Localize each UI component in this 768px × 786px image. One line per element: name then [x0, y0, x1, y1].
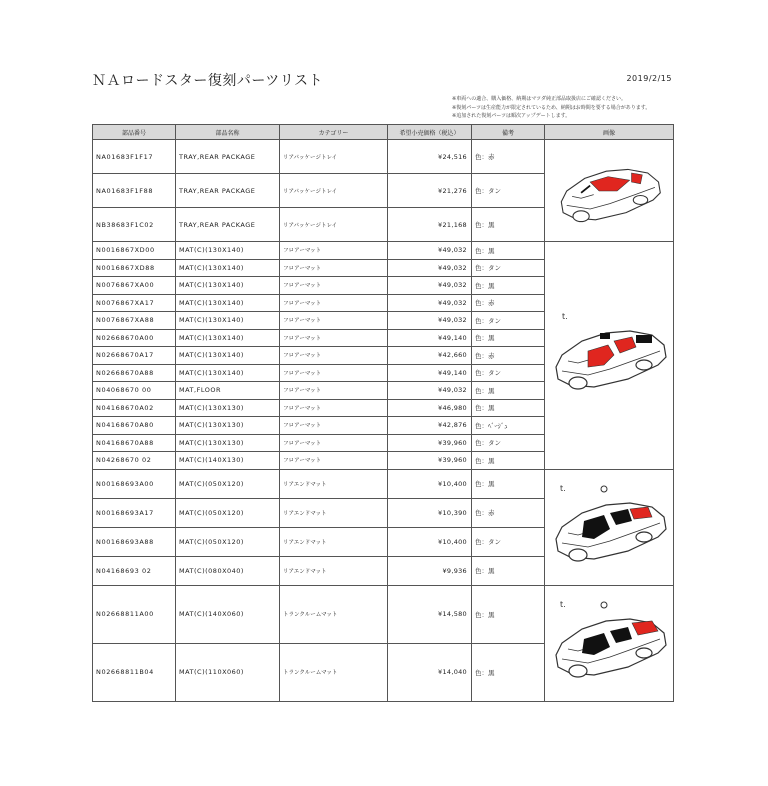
notes-block	[452, 95, 650, 121]
category-cell: リアパッケージトレイ	[280, 208, 388, 242]
note-cell: 色：タン	[472, 312, 545, 330]
image-cell	[545, 585, 674, 701]
part-number-cell: N00168693A00	[93, 469, 176, 498]
category-cell: フロアーマット	[280, 452, 388, 470]
part-number-cell: N02668670A17	[93, 347, 176, 365]
part-number-cell: N02668670A00	[93, 329, 176, 347]
price-cell: ¥49,032	[388, 259, 472, 277]
part-name-cell: MAT(C)(050X120)	[176, 498, 280, 527]
note-cell: 色：赤	[472, 140, 545, 174]
note-cell: 色：ﾍﾞｰｼﾞｭ	[472, 417, 545, 435]
part-number-cell: N00168693A88	[93, 527, 176, 556]
note-cell: 色：黒	[472, 643, 545, 701]
part-name-cell: MAT(C)(130X140)	[176, 364, 280, 382]
category-cell: フロアーマット	[280, 382, 388, 400]
note-cell: 色：黒	[472, 242, 545, 260]
note-cell: 色：黒	[472, 329, 545, 347]
part-name-cell: MAT(C)(140X130)	[176, 452, 280, 470]
category-cell: フロアーマット	[280, 434, 388, 452]
price-cell: ¥49,032	[388, 294, 472, 312]
price-cell: ¥9,936	[388, 556, 472, 585]
parts-table	[92, 124, 674, 702]
part-number-cell: N00168693A17	[93, 498, 176, 527]
header-name: 部品名称	[176, 125, 280, 140]
category-cell: リアエンドマット	[280, 498, 388, 527]
price-cell: ¥10,400	[388, 469, 472, 498]
part-number-cell: N04168670A02	[93, 399, 176, 417]
table-header-row	[93, 125, 674, 140]
price-cell: ¥10,400	[388, 527, 472, 556]
note-cell: 色：タン	[472, 174, 545, 208]
price-cell: ¥49,140	[388, 329, 472, 347]
price-cell: ¥21,168	[388, 208, 472, 242]
category-cell: リアエンドマット	[280, 556, 388, 585]
category-cell: トランクルームマット	[280, 585, 388, 643]
part-name-cell: MAT(C)(130X140)	[176, 329, 280, 347]
part-name-cell: MAT(C)(130X140)	[176, 277, 280, 295]
price-cell: ¥42,660	[388, 347, 472, 365]
note-cell: 色：タン	[472, 364, 545, 382]
note-cell: 色：タン	[472, 434, 545, 452]
price-cell: ¥39,960	[388, 434, 472, 452]
note-cell: 色：赤	[472, 347, 545, 365]
svg-text:t.: t.	[560, 484, 566, 493]
image-cell	[545, 140, 674, 242]
part-number-cell: N04168670A80	[93, 417, 176, 435]
part-name-cell: MAT(C)(050X120)	[176, 527, 280, 556]
document-date: 2019/2/15	[626, 74, 672, 83]
part-number-cell: N04268670 02	[93, 452, 176, 470]
part-name-cell: TRAY,REAR PACKAGE	[176, 208, 280, 242]
part-name-cell: MAT(C)(130X140)	[176, 347, 280, 365]
image-cell	[545, 242, 674, 470]
note-cell: 色：黒	[472, 556, 545, 585]
category-cell: フロアーマット	[280, 259, 388, 277]
category-cell: リアエンドマット	[280, 527, 388, 556]
price-cell: ¥49,032	[388, 312, 472, 330]
category-cell: リアパッケージトレイ	[280, 140, 388, 174]
part-number-cell: N0076867XA00	[93, 277, 176, 295]
price-cell: ¥49,032	[388, 382, 472, 400]
part-number-cell: N0076867XA88	[93, 312, 176, 330]
category-cell: フロアーマット	[280, 329, 388, 347]
note-cell: 色：黒	[472, 469, 545, 498]
part-name-cell: MAT(C)(050X120)	[176, 469, 280, 498]
price-cell: ¥49,032	[388, 242, 472, 260]
table-body	[93, 140, 674, 702]
header-code: 部品番号	[93, 125, 176, 140]
part-name-cell: MAT(C)(080X040)	[176, 556, 280, 585]
car-trunk-mat-red-icon	[548, 593, 670, 693]
note-cell: 色：黒	[472, 382, 545, 400]
header-price: 希望小売価格（税込）	[388, 125, 472, 140]
category-cell: トランクルームマット	[280, 643, 388, 701]
part-number-cell: N04068670 00	[93, 382, 176, 400]
part-number-cell: N02668670A88	[93, 364, 176, 382]
price-cell: ¥21,276	[388, 174, 472, 208]
note-cell: 色：赤	[472, 498, 545, 527]
note-line: ※追加された復刻パーツは順次アップデートします。	[452, 113, 571, 119]
category-cell: リアパッケージトレイ	[280, 174, 388, 208]
table-row	[93, 140, 674, 174]
car-rear-package-tray-red-icon	[548, 146, 670, 236]
part-name-cell: MAT,FLOOR	[176, 382, 280, 400]
part-number-cell: N0076867XA17	[93, 294, 176, 312]
part-name-cell: MAT(C)(130X130)	[176, 417, 280, 435]
part-name-cell: MAT(C)(130X140)	[176, 294, 280, 312]
car-floor-mat-red-icon	[548, 300, 670, 410]
category-cell: フロアーマット	[280, 364, 388, 382]
note-cell: 色：赤	[472, 294, 545, 312]
price-cell: ¥14,580	[388, 585, 472, 643]
category-cell: フロアーマット	[280, 312, 388, 330]
note-line: ※車両への適合、購入価格、納期はマツダ純正部品取扱店にご確認ください。	[452, 96, 626, 102]
header-category: カテゴリー	[280, 125, 388, 140]
category-cell: フロアーマット	[280, 417, 388, 435]
category-cell: リアエンドマット	[280, 469, 388, 498]
price-cell: ¥10,390	[388, 498, 472, 527]
part-number-cell: N0016867XD88	[93, 259, 176, 277]
header-image: 画像	[545, 125, 674, 140]
part-name-cell: MAT(C)(130X130)	[176, 399, 280, 417]
part-name-cell: MAT(C)(140X060)	[176, 585, 280, 643]
part-number-cell: NB38683F1C02	[93, 208, 176, 242]
category-cell: フロアーマット	[280, 399, 388, 417]
image-cell	[545, 469, 674, 585]
part-name-cell: MAT(C)(110X060)	[176, 643, 280, 701]
page-title: ＮＡロードスター復刻パーツリスト	[92, 73, 324, 89]
price-cell: ¥14,040	[388, 643, 472, 701]
table-row	[93, 242, 674, 260]
part-name-cell: MAT(C)(130X140)	[176, 242, 280, 260]
part-name-cell: TRAY,REAR PACKAGE	[176, 174, 280, 208]
category-cell: フロアーマット	[280, 242, 388, 260]
table-row	[93, 469, 674, 498]
note-cell: 色：タン	[472, 259, 545, 277]
part-number-cell: N04168670A88	[93, 434, 176, 452]
category-cell: フロアーマット	[280, 347, 388, 365]
category-cell: フロアーマット	[280, 294, 388, 312]
price-cell: ¥46,980	[388, 399, 472, 417]
note-cell: 色：黒	[472, 399, 545, 417]
table-row	[93, 585, 674, 643]
part-name-cell: TRAY,REAR PACKAGE	[176, 140, 280, 174]
price-cell: ¥42,876	[388, 417, 472, 435]
price-cell: ¥24,516	[388, 140, 472, 174]
part-number-cell: N02668811B04	[93, 643, 176, 701]
note-cell: 色：タン	[472, 527, 545, 556]
car-rear-end-mat-red-icon	[548, 477, 670, 577]
price-cell: ¥49,140	[388, 364, 472, 382]
part-number-cell: N02668811A00	[93, 585, 176, 643]
price-cell: ¥39,960	[388, 452, 472, 470]
category-cell: フロアーマット	[280, 277, 388, 295]
part-number-cell: N0016867XD00	[93, 242, 176, 260]
svg-text:t.: t.	[560, 600, 566, 609]
part-name-cell: MAT(C)(130X140)	[176, 312, 280, 330]
header-note: 備考	[472, 125, 545, 140]
part-name-cell: MAT(C)(130X140)	[176, 259, 280, 277]
part-number-cell: NA01683F1F88	[93, 174, 176, 208]
part-number-cell: NA01683F1F17	[93, 140, 176, 174]
price-cell: ¥49,032	[388, 277, 472, 295]
note-cell: 色：黒	[472, 452, 545, 470]
svg-text:t.: t.	[562, 312, 568, 322]
part-name-cell: MAT(C)(130X130)	[176, 434, 280, 452]
note-cell: 色：黒	[472, 277, 545, 295]
part-number-cell: N04168693 02	[93, 556, 176, 585]
note-cell: 色：黒	[472, 208, 545, 242]
note-cell: 色：黒	[472, 585, 545, 643]
note-line: ※復刻パーツは生産能力が限定されているため、納期はお時間を要する場合があります。	[452, 104, 651, 111]
